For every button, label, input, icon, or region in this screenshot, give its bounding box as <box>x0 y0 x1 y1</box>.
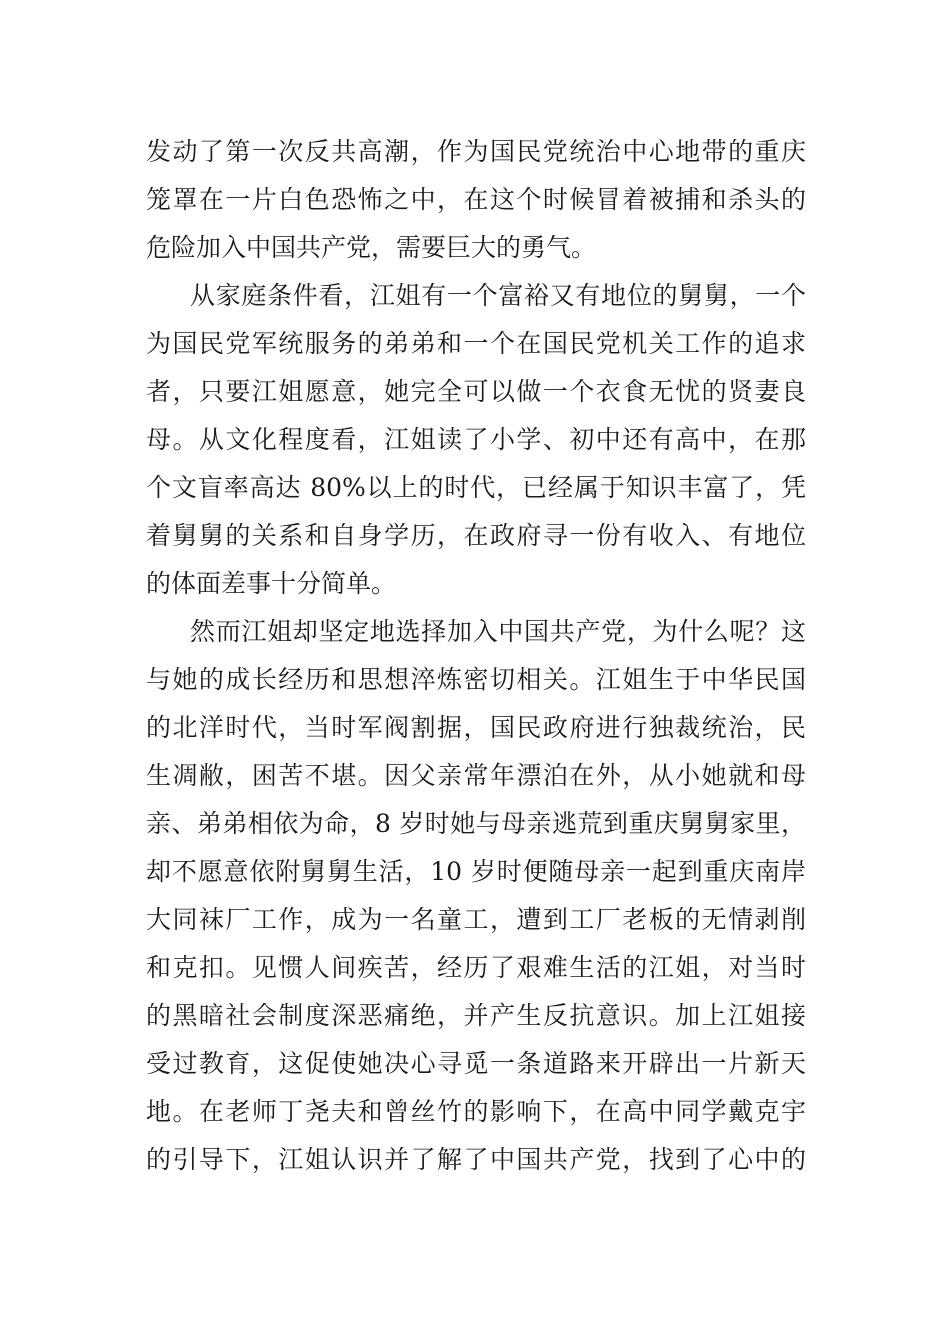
text-line: 和克扣。见惯人间疾苦，经历了艰难生活的江姐，对当时 <box>146 953 806 982</box>
text-line: 大同袜厂工作，成为一名童工，遭到工厂老板的无情剥削 <box>146 905 806 934</box>
text-line: 为国民党军统服务的弟弟和一个在国民党机关工作的追求 <box>146 329 806 358</box>
text-line: 受过教育，这促使她决心寻觅一条道路来开辟出一片新天 <box>146 1049 806 1078</box>
text-line: 的引导下，江姐认识并了解了中国共产党，找到了心中的 <box>146 1145 806 1174</box>
text-line: 然而江姐却坚定地选择加入中国共产党，为什么呢？这 <box>190 617 806 646</box>
text-line: 地。在老师丁尧夫和曾丝竹的影响下，在高中同学戴克宇 <box>146 1097 806 1126</box>
text-line: 与她的成长经历和思想淬炼密切相关。江姐生于中华民国 <box>146 665 806 694</box>
text-line: 母。从文化程度看，江姐读了小学、初中还有高中，在那 <box>146 425 806 454</box>
text-line: 的北洋时代，当时军阀割据，国民政府进行独裁统治，民 <box>146 713 806 742</box>
paragraph-1 <box>146 128 806 272</box>
text-line: 却不愿意依附舅舅生活，10 岁时便随母亲一起到重庆南岸 <box>146 857 806 886</box>
text-line: 发动了第一次反共高潮，作为国民党统治中心地带的重庆 <box>146 137 806 166</box>
text-line: 的体面差事十分简单。 <box>146 569 397 598</box>
text-line: 危险加入中国共产党，需要巨大的勇气。 <box>146 233 597 262</box>
paragraph-2 <box>146 272 806 608</box>
text-line: 者，只要江姐愿意，她完全可以做一个衣食无忧的贤妻良 <box>146 377 806 406</box>
text-line: 个文盲率高达 80%以上的时代，已经属于知识丰富了，凭 <box>146 473 806 502</box>
document-body <box>146 128 806 1184</box>
text-line: 生凋敝，困苦不堪。因父亲常年漂泊在外，从小她就和母 <box>146 761 806 790</box>
text-line: 的黑暗社会制度深恶痛绝，并产生反抗意识。加上江姐接 <box>146 1001 806 1030</box>
text-line: 笼罩在一片白色恐怖之中，在这个时候冒着被捕和杀头的 <box>146 185 806 214</box>
text-line: 亲、弟弟相依为命，8 岁时她与母亲逃荒到重庆舅舅家里， <box>146 809 806 838</box>
paragraph-3 <box>146 608 806 1184</box>
text-line: 着舅舅的关系和自身学历，在政府寻一份有收入、有地位 <box>146 521 806 550</box>
text-line: 从家庭条件看，江姐有一个富裕又有地位的舅舅，一个 <box>190 281 806 310</box>
